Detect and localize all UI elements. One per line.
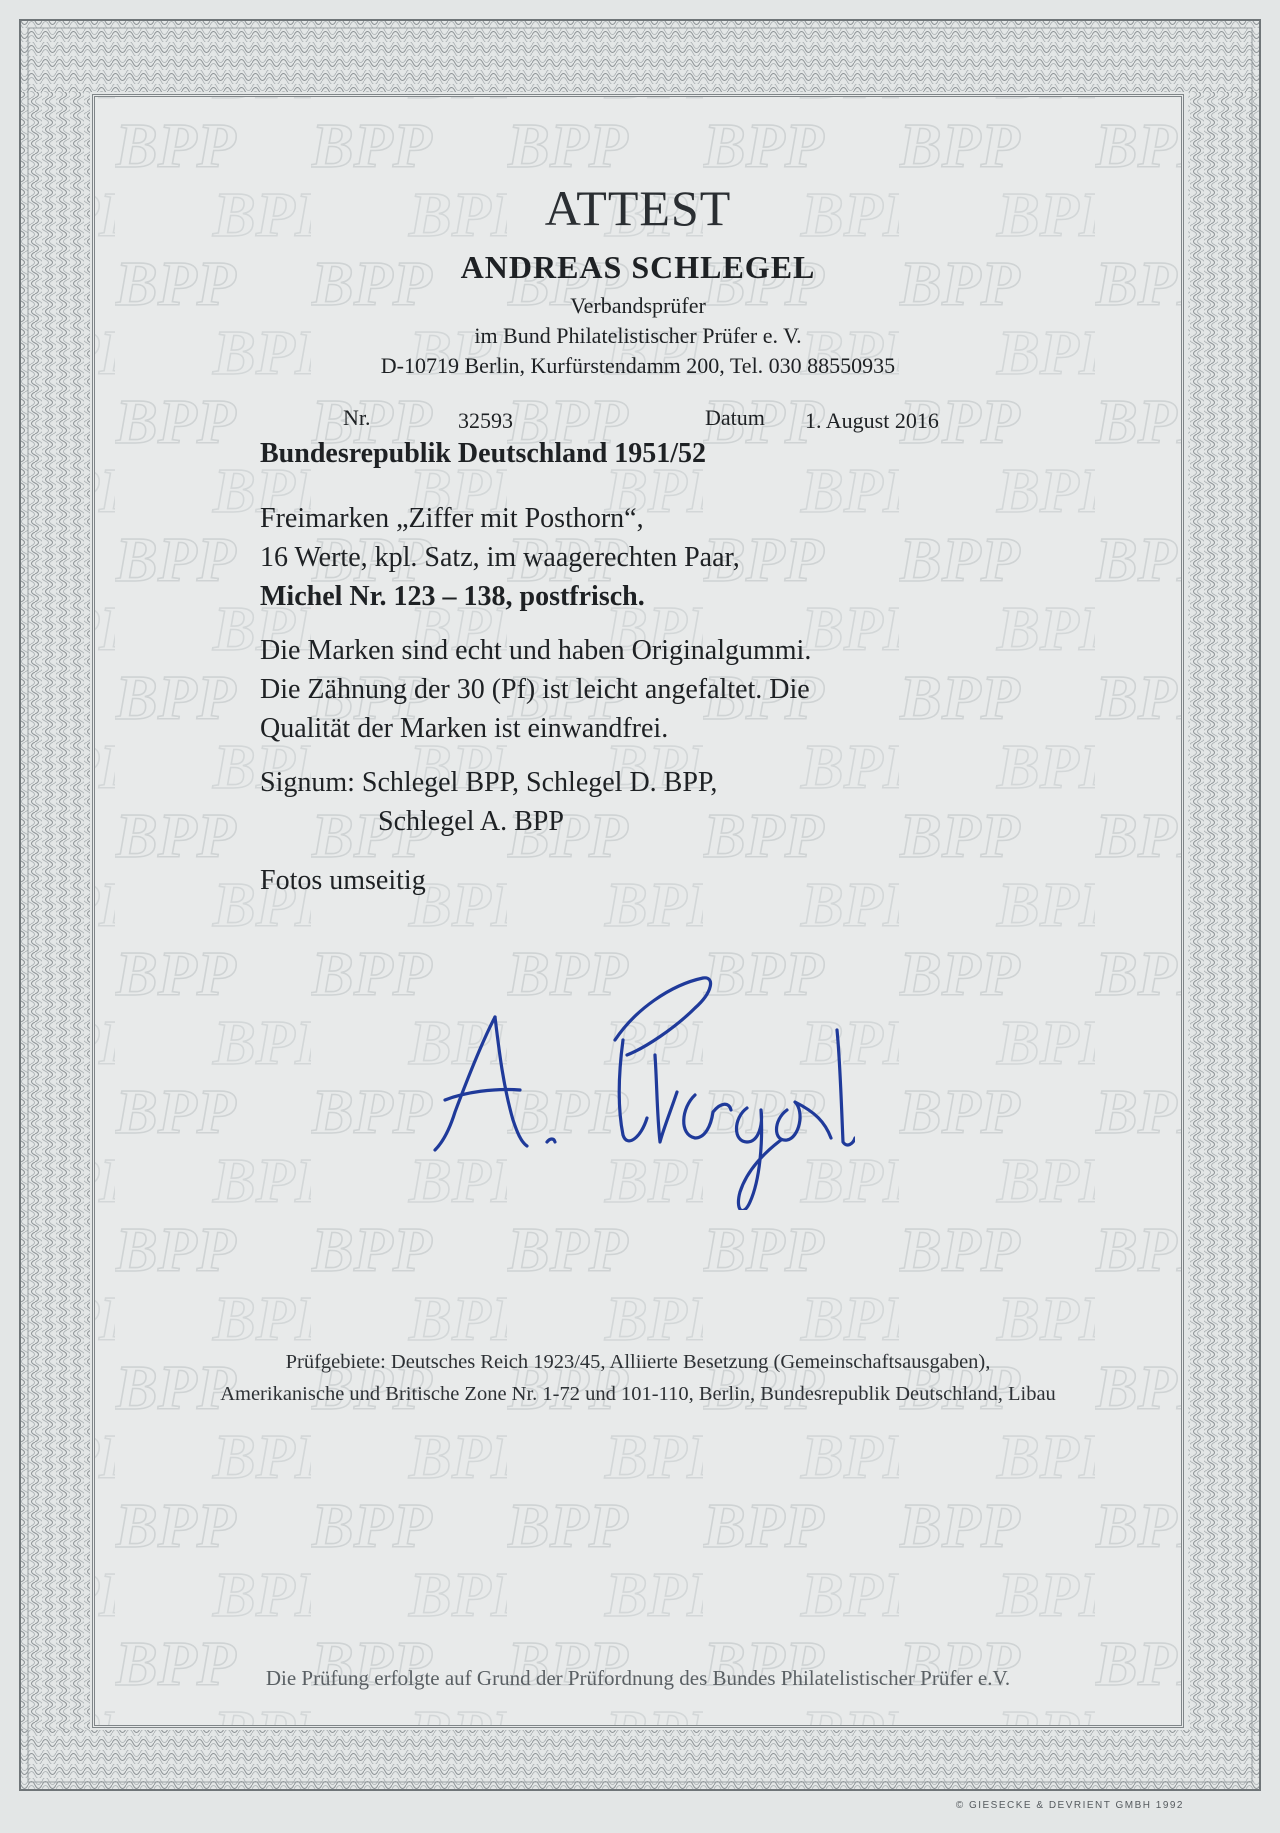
number-label: Nr. — [343, 405, 371, 430]
examiner-name: ANDREAS SCHLEGEL — [460, 249, 816, 285]
description-line: Freimarken „Ziffer mit Posthorn“, — [260, 503, 644, 534]
testing-areas-line: Prüfgebiete: Deutsches Reich 1923/45, Alliierte Besetzung (Gemeinschaftsausgaben), — [285, 1351, 991, 1373]
catalogue-line: Michel Nr. 123 – 138, postfrisch. — [260, 581, 645, 612]
stamp-description — [260, 499, 740, 616]
printer-imprint: © GIESECKE & DEVRIENT GMBH 1992 — [955, 1800, 1184, 1811]
description-line: 16 Werte, kpl. Satz, im waagerechten Paar, — [260, 542, 740, 573]
certificate-title: ATTEST — [544, 180, 732, 236]
certificate-date: 1. August 2016 — [805, 408, 939, 433]
association: im Bund Philatelistischer Prüfer e. V. — [474, 323, 802, 348]
examiner-address: D-10719 Berlin, Kurfürstendamm 200, Tel. 030 88550935 — [380, 353, 896, 378]
certificate-number: 32593 — [458, 408, 513, 433]
assessment-line: Qualität der Marken ist einwandfrei. — [260, 713, 669, 744]
issue-heading: Bundesrepublik Deutschland 1951/52 — [260, 438, 707, 469]
assessment-line: Die Marken sind echt und haben Originalgummi. — [260, 635, 812, 666]
assessment-text — [260, 631, 811, 748]
photos-note: Fotos umseitig — [260, 865, 426, 896]
handwritten-signature — [395, 880, 855, 1210]
signum-line: Signum: Schlegel BPP, Schlegel D. BPP, — [260, 767, 718, 798]
assessment-line: Die Zähnung der 30 (Pf) ist leicht angefaltet. Die — [260, 674, 810, 705]
signum-text — [260, 763, 717, 841]
testing-areas-line: Amerikanische und Britische Zone Nr. 1-72 und 101-110, Berlin, Bundesrepublik Deutschland, Libau — [220, 1383, 1056, 1405]
regulation-note: Die Prüfung erfolgte auf Grund der Prüfordnung des Bundes Philatelistischer Prüfer e.V. — [265, 1666, 1011, 1690]
date-label: Datum — [705, 405, 765, 430]
signum-line: Schlegel A. BPP — [378, 806, 564, 837]
examiner-role: Verbandsprüfer — [570, 293, 706, 318]
